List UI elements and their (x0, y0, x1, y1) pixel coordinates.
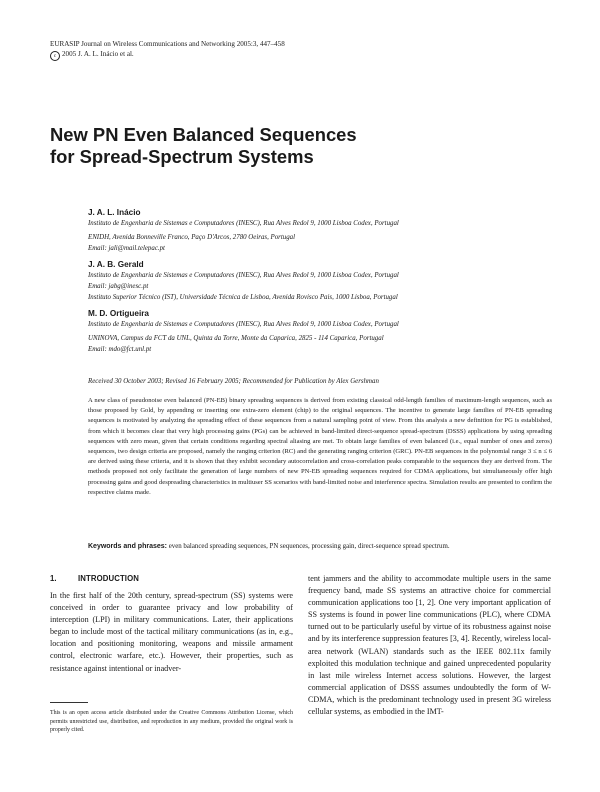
author-affiliation: Instituto Superior Técnico (IST), Universidade Técnica de Lisboa, Avenida Rovisco Pais, 1000 Lisboa, Portugal (88, 294, 398, 301)
title-line-1: New PN Even Balanced Sequences (50, 124, 357, 145)
author-email: Email: jali@mail.telepac.pt (88, 245, 165, 252)
copyright-line (50, 49, 285, 61)
author-name: M. D. Ortigueira (88, 309, 149, 318)
author-affiliation: Instituto de Engenharia de Sistemas e Computadores (INESC), Rua Alves Redol 9, 1000 Lisboa Codex, Portugal (88, 272, 399, 279)
left-column (50, 573, 293, 675)
copyright-text: 2005 J. A. L. Inácio et al. (62, 50, 134, 58)
intro-paragraph-left: In the first half of the 20th century, spread-spectrum (SS) systems were conceived in order to guarantee privacy and low probability of interception (LPI) in military communications. Later, their applications began to include most of the tactical military communications (as in, e.g., location and positioning monitoring, weapons and missile armament control, electronic warfare, etc.). However, their properties, such as resistance against intentional or inadver- (50, 591, 293, 673)
author-block (88, 308, 558, 355)
section-number: 1. (50, 574, 57, 583)
author-email: Email: mdo@fct.unl.pt (88, 346, 152, 353)
footnote-divider (50, 702, 88, 703)
keywords-text: even balanced spreading sequences, PN sequences, processing gain, direct-sequence spread spectrum. (168, 543, 450, 550)
author-email: Email: jabg@inesc.pt (88, 283, 149, 290)
author-affiliation: Instituto de Engenharia de Sistemas e Computadores (INESC), Rua Alves Redol 9, 1000 Lisboa Codex, Portugal (88, 321, 399, 328)
journal-citation: EURASIP Journal on Wireless Communications and Networking 2005:3, 447–458 (50, 40, 285, 48)
author-affiliation: Instituto de Engenharia de Sistemas e Computadores (INESC), Rua Alves Redol 9, 1000 Lisboa Codex, Portugal (88, 220, 399, 227)
keywords-label: Keywords and phrases: (88, 543, 167, 550)
right-column (308, 573, 551, 718)
author-name: J. A. L. Inácio (88, 208, 141, 217)
copyright-icon: c (50, 51, 60, 61)
author-block (88, 259, 558, 303)
license-footnote: This is an open access article distributed under the Creative Commons Attribution License, which permits unrestricted use, distribution, and reproduction in any medium, provided the original work is properly cited. (50, 710, 293, 734)
intro-paragraph-right: tent jammers and the ability to accommodate multiple users in the same frequency band, made SS systems an attractive choice for commercial communication applications too [1, 2]. One very important application of SS systems is found in power line communications (PLC), where CDMA turned out to be particularly useful by virtue of its robustness against noise and by its interference suppression features [3, 4]. Recently, wireless local-area network (WLAN) standards such as the IEEE 802.11x family exploited this modulation technique and gained unprecedented popularity in last mile wireless Internet access solutions. However, the largest commercial application of DSSS assumes undoubtedly the form of W-CDMA, which is the predominant technology used in present 3G wireless cellular systems, as embodied in the IMT- (308, 574, 551, 717)
author-block (88, 207, 558, 254)
author-name: J. A. B. Gerald (88, 260, 144, 269)
keywords (88, 542, 552, 552)
paper-title (50, 124, 550, 168)
section-heading (50, 573, 293, 584)
section-title: INTRODUCTION (78, 574, 139, 583)
author-list (88, 207, 558, 360)
abstract: A new class of pseudonoise even balanced (PN-EB) binary spreading sequences is derived from existing classical odd-length families of maximum-length sequences, such as those proposed by Gold, by appending or inserting one extra-zero element (chip) to the original sequences. The incentive to generate large families of PN-EB spreading sequences is motivated by analyzing the spreading effect of these sequences from a natural sampling point of view. From this analysis a new definition for PG is established, from which it becomes clear that very high processing gains (PGs) can be achieved in band-limited direct-sequence spread-spectrum (DSSS) applications by using spreading sequences with zero mean, given that certain conditions regarding spectral aliasing are met. To obtain large families of even balanced (i.e., equal number of ones and zeros) sequences, two design criteria are proposed, namely the ranging criterion (RC) and the generating ranging criterion (GRC). PN-EB sequences in the polynomial range 3 ≤ n ≤ 6 are derived using these criteria, and it is shown that they exhibit secondary autocorrelation and cross-correlation peaks comparable to the sequences they are derived from. The methods proposed not only facilitate the generation of large numbers of new PN-EB spreading sequences required for CDMA applications, but simultaneously offer high processing gains and good despreading characteristics in multiuser SS scenarios with band-limited noise and interference spectra. Simulation results are presented to confirm the respective claims made. (88, 397, 552, 496)
author-affiliation: UNINOVA, Campus da FCT da UNL, Quinta da Torre, Monte da Caparica, 2825 - 114 Caparica, Portugal (88, 335, 384, 342)
author-affiliation: ENIDH, Avenida Bonneville Franco, Paço D'Arcos, 2780 Oeiras, Portugal (88, 234, 296, 241)
journal-header (50, 39, 285, 61)
title-line-2: for Spread-Spectrum Systems (50, 146, 314, 167)
received-dates: Received 30 October 2003; Revised 16 February 2005; Recommended for Publication by Alex Gershman (88, 378, 379, 385)
